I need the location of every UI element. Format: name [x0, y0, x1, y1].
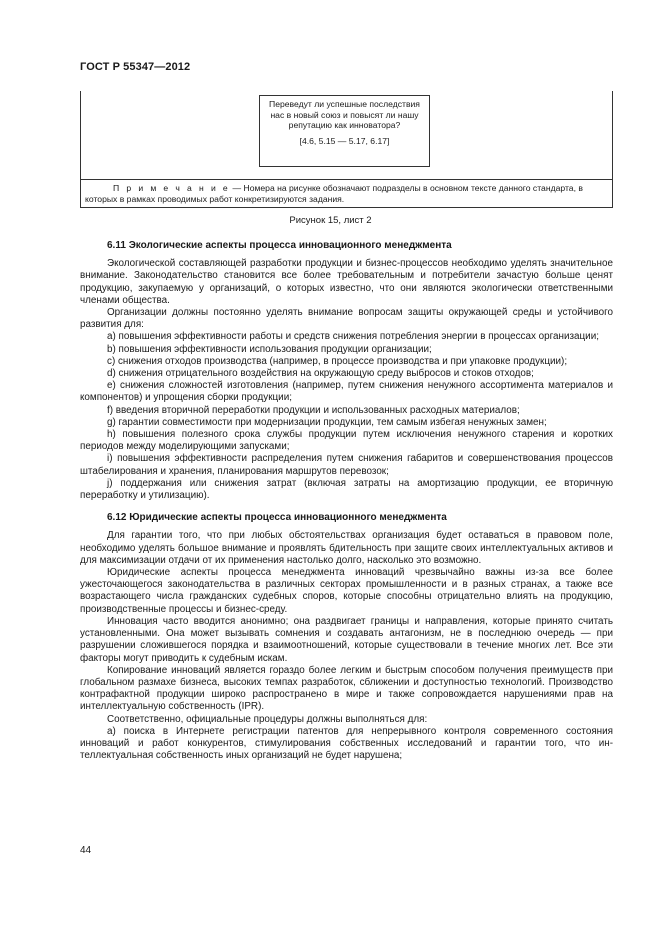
paragraph: Экологической составляющей разработки продукции и бизнес-процессов необходимо уделять значительное внимание. Законодательство становится все более требовательным и потребители зачастую больше ценят продукцию, закупаемую у организаций, о которых известно, что они являются экологически ответственными членами общества.: [80, 258, 613, 306]
paragraph: Организации должны постоянно уделять внимание вопросам защиты окружающей среды и устойчивого развития для:: [80, 307, 613, 331]
section-6-11-heading: 6.11 Экологические аспекты процесса инновационного менеджмента: [107, 240, 452, 251]
figure-question-box: [259, 95, 430, 167]
figure-question-ref: [4.6, 5.15 — 5.17, 6.17]: [299, 135, 390, 146]
list-item: c) снижения отходов производства (например, в процессе производства и при упаковке продукции);: [107, 355, 568, 367]
list-item: h) повышения полезного срока службы продукции путем исключения ненужного старения и коротких периодов между моделирующими запусками;: [80, 429, 613, 453]
list-item: f) введения вторичной переработки продукции и использованных расходных материалов;: [107, 404, 520, 416]
list-item: g) гарантии совместимости при модернизации продукции, тем самым избегая ненужных замен;: [107, 416, 547, 428]
paragraph: Юридические аспекты процесса менеджмента инноваций чрезвычайно важны из-за все более ужесточающегося законодательства в различных секторах промышленности и в разных странах, а также все возрастающего числа гражданских судебных споров, которые способны отрицательно влиять на продукцию, производственные процессы и бизнес-среду.: [80, 567, 613, 615]
page-number: 44: [80, 845, 92, 856]
figure-question-text: Переведут ли успешные последствия нас в новый союз и повысят ли нашу репутацию как инноватора?: [269, 99, 420, 131]
running-header: ГОСТ Р 55347—2012: [80, 61, 191, 73]
figure-caption: Рисунок 15, лист 2: [289, 215, 372, 226]
figure-divider: [81, 179, 612, 180]
figure-note-text: — Номера на рисунке обозначают подразделы в основном тексте данного стандарта, в которых в рамках проводимых работ конкретизируются задания.: [85, 183, 583, 204]
list-item: e) снижения сложностей изготовления (например, путем снижения ненужного ассортимента материалов и компонентов) и упрощения сборки продукции;: [80, 380, 613, 404]
figure-frame: [80, 91, 613, 208]
list-item: j) поддержания или снижения затрат (включая затраты на амортизацию продукции, ее вторичную переработку и утилизацию).: [80, 477, 613, 502]
paragraph: Инновация часто вводится анонимно; она раздвигает границы и направления, которые принято считать установленными. Она может вызывать сомнения и создавать антагонизм, не в последнюю очередь — при разрушении сложившегося порядка и взаимоотношений, которые существовали в течение многих лет. Все эти факторы могут приводить к судебным искам.: [80, 615, 613, 664]
section-6-12-heading: 6.12 Юридические аспекты процесса инновационного менеджмента: [107, 512, 447, 524]
paragraph: Для гарантии того, что при любых обстоятельствах организация будет оставаться в правовом поле, необходимо уделять большое внимание и проявлять бдительность при защите своих интеллектуальных активов и для максимизации отдачи от их применения настолько долго, насколько это возможно.: [80, 530, 613, 566]
list-item: b) повышения эффективности использования продукции организации;: [107, 343, 432, 355]
paragraph: Копирование инноваций является гораздо более легким и быстрым способом получения преимуществ при глобальном размахе бизнеса, высоких темпах разработок, сближении и доступностью технологий. Производство контрафактной продукции широко распространено в мире и также сопровождается нарушениями прав на интеллектуальную собственность (IPR).: [80, 664, 613, 713]
list-item: d) снижения отрицательного воздействия на окружающую среду выбросов и стоков отходов;: [107, 368, 534, 380]
list-item: a) поиска в Интернете регистрации патентов для непрерывного контроля современного состояния инноваций и работ конкурентов, стимулирования собственных исследований и гарантии того, что интеллектуальная собственность иных организаций не будет нарушена;: [80, 725, 613, 762]
list-item: i) повышения эффективности распределения путем снижения габаритов и совершенствования процессов штабелирования и хранения, планирования маршрутов перевозок;: [80, 453, 613, 477]
list-item: a) повышения эффективности работы и средств снижения потребления энергии в процессах организации;: [107, 331, 599, 343]
paragraph: Соответственно, официальные процедуры должны выполняться для:: [107, 713, 428, 725]
figure-note: [85, 183, 608, 205]
main-text: [80, 240, 613, 762]
figure-note-label: П р и м е ч а н и е: [113, 183, 231, 193]
